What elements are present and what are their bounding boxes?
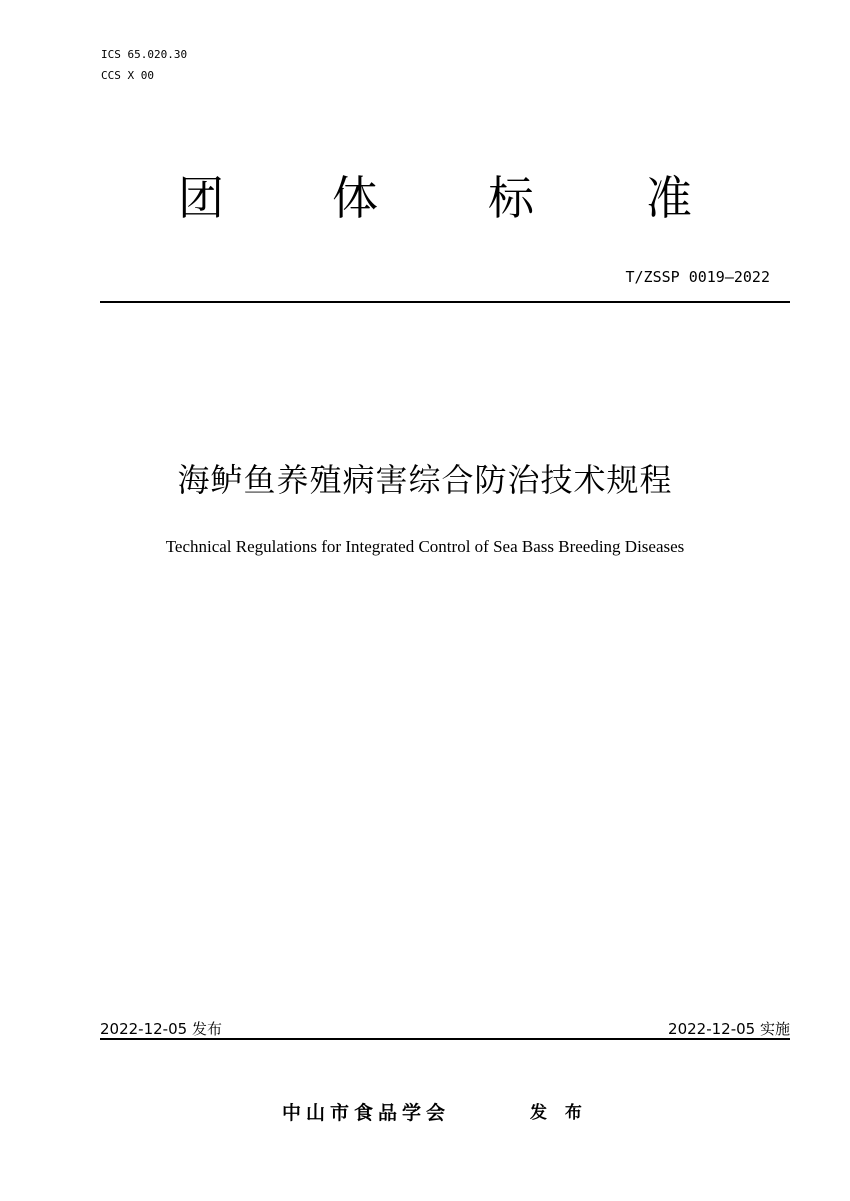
document-category-heading <box>150 168 730 238</box>
heading-char-2: 体 <box>332 171 378 225</box>
classification-codes <box>101 44 187 86</box>
ics-code: ICS 65.020.30 <box>101 48 188 61</box>
issuing-organization: 中山市食品学会 <box>282 1102 451 1124</box>
publish-date: 2022-12-05 发布 <box>100 1020 222 1038</box>
heading-char-4: 准 <box>646 171 692 225</box>
footer-divider <box>100 1038 790 1040</box>
standard-number: T/ZSSP 0019—2022 <box>625 268 770 286</box>
heading-char-3: 标 <box>488 171 534 225</box>
ccs-code: CCS X 00 <box>101 69 154 82</box>
document-title-english: Technical Regulations for Integrated Control of Sea Bass Breeding Diseases <box>165 537 685 556</box>
document-title-chinese: 海鲈鱼养殖病害综合防治技术规程 <box>177 461 673 499</box>
implement-date: 2022-12-05 实施 <box>668 1020 790 1038</box>
heading-char-1: 团 <box>178 171 224 225</box>
date-line <box>100 1018 790 1040</box>
header-divider <box>100 301 790 303</box>
issue-label: 发 布 <box>530 1103 588 1123</box>
